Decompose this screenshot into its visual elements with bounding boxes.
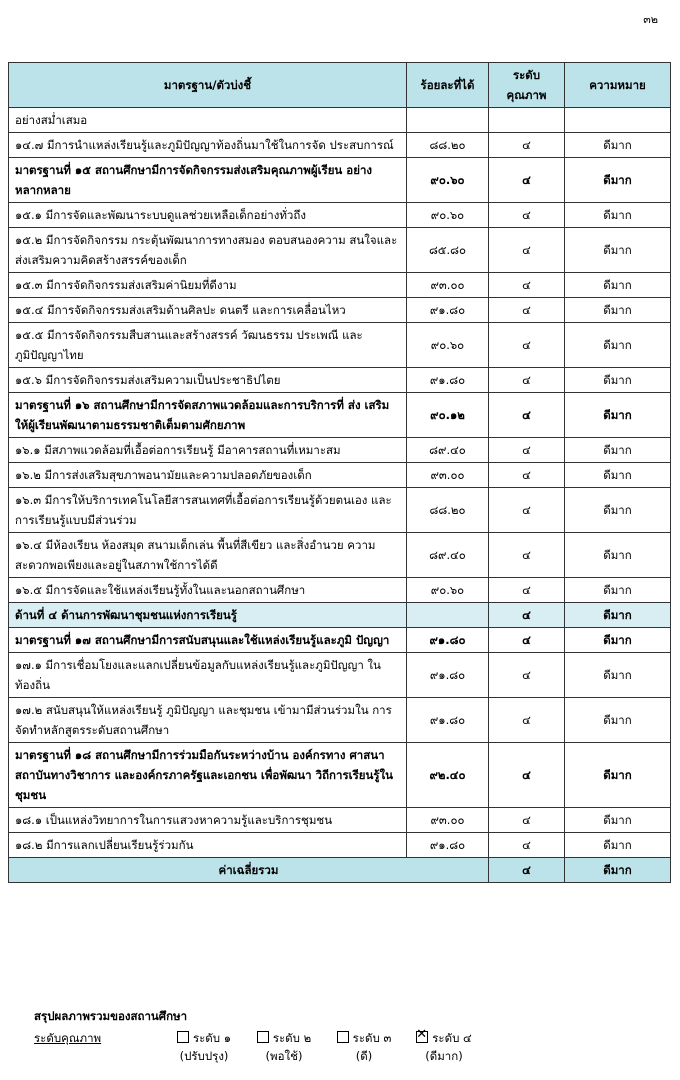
indicator-row bbox=[9, 438, 671, 463]
standards-table bbox=[8, 62, 671, 883]
row-meaning bbox=[565, 108, 671, 133]
row-level: ๔ bbox=[489, 743, 565, 808]
row-level: ๔ bbox=[489, 463, 565, 488]
row-percent bbox=[407, 108, 489, 133]
row-percent: ๙๑.๘๐ bbox=[407, 628, 489, 653]
row-meaning: ดีมาก bbox=[565, 323, 671, 368]
indicator-row bbox=[9, 323, 671, 368]
row-indicator-text: ๑๕.๒ มีการจัดกิจกรรม กระตุ้นพัฒนาการทางสมอง ตอบสนองความ สนใจและส่งเสริมความคิดสร้างสรรค์ของเด็ก bbox=[9, 228, 407, 273]
checkbox-icon bbox=[337, 1031, 349, 1043]
quality-level-option bbox=[404, 1030, 484, 1066]
checkbox-icon bbox=[257, 1031, 269, 1043]
row-level: ๔ bbox=[489, 698, 565, 743]
level-description: (ดี) bbox=[355, 1049, 373, 1063]
average-level: ๔ bbox=[489, 858, 565, 883]
row-percent: ๙๐.๖๐ bbox=[407, 578, 489, 603]
row-level: ๔ bbox=[489, 578, 565, 603]
indicator-row bbox=[9, 698, 671, 743]
level-description: (พอใช้) bbox=[265, 1049, 303, 1063]
row-meaning: ดีมาก bbox=[565, 833, 671, 858]
quality-level-option bbox=[324, 1030, 404, 1066]
row-indicator-text: ๑๖.๑ มีสภาพแวดล้อมที่เอื้อต่อการเรียนรู้ มีอาคารสถานที่เหมาะสม bbox=[9, 438, 407, 463]
row-meaning: ดีมาก bbox=[565, 393, 671, 438]
row-percent: ๙๒.๔๐ bbox=[407, 743, 489, 808]
row-meaning: ดีมาก bbox=[565, 133, 671, 158]
row-level: ๔ bbox=[489, 808, 565, 833]
standard-row bbox=[9, 743, 671, 808]
level-label: ระดับ ๓ bbox=[352, 1031, 392, 1045]
row-percent: ๘๘.๒๐ bbox=[407, 488, 489, 533]
average-label: ค่าเฉลี่ยรวม bbox=[9, 858, 489, 883]
row-indicator-text: ๑๖.๒ มีการส่งเสริมสุขภาพอนามัยและความปลอดภัยของเด็ก bbox=[9, 463, 407, 488]
row-indicator-text: ๑๗.๑ มีการเชื่อมโยงและแลกเปลี่ยนข้อมูลกับแหล่งเรียนรู้และภูมิปัญญา ในท้องถิ่น bbox=[9, 653, 407, 698]
row-meaning: ดีมาก bbox=[565, 228, 671, 273]
summary-title: สรุปผลภาพรวมของสถานศึกษา bbox=[34, 1009, 188, 1023]
row-level: ๔ bbox=[489, 323, 565, 368]
row-indicator-text: ๑๕.๕ มีการจัดกิจกรรมสืบสานและสร้างสรรค์ วัฒนธรรม ประเพณี และ ภูมิปัญญาไทย bbox=[9, 323, 407, 368]
row-percent: ๙๑.๘๐ bbox=[407, 368, 489, 393]
row-percent: ๙๐.๑๒ bbox=[407, 393, 489, 438]
row-meaning: ดีมาก bbox=[565, 808, 671, 833]
row-percent: ๙๑.๘๐ bbox=[407, 653, 489, 698]
indicator-row bbox=[9, 273, 671, 298]
row-percent: ๘๕.๘๐ bbox=[407, 228, 489, 273]
row-percent: ๘๘.๒๐ bbox=[407, 133, 489, 158]
indicator-row bbox=[9, 533, 671, 578]
row-level: ๔ bbox=[489, 298, 565, 323]
checked-box-icon bbox=[416, 1031, 428, 1043]
row-percent: ๙๓.๐๐ bbox=[407, 808, 489, 833]
row-meaning: ดีมาก bbox=[565, 488, 671, 533]
row-level: ๔ bbox=[489, 533, 565, 578]
row-percent: ๙๐.๖๐ bbox=[407, 323, 489, 368]
indicator-row bbox=[9, 228, 671, 273]
row-meaning: ดีมาก bbox=[565, 368, 671, 393]
standard-row bbox=[9, 158, 671, 203]
header-level: ระดับ คุณภาพ bbox=[489, 63, 565, 108]
quality-label: ระดับคุณภาพ bbox=[34, 1031, 102, 1045]
row-indicator-text: ๑๖.๔ มีห้องเรียน ห้องสมุด สนามเด็กเล่น พื้นที่สีเขียว และสิ่งอำนวย ความสะดวกพอเพียงและอยู่ในสภาพใช้การได้ดี bbox=[9, 533, 407, 578]
row-level: ๔ bbox=[489, 833, 565, 858]
header-indicator: มาตรฐาน/ตัวบ่งชี้ bbox=[9, 63, 407, 108]
row-meaning: ดีมาก bbox=[565, 298, 671, 323]
row-indicator-text: มาตรฐานที่ ๑๗ สถานศึกษามีการสนับสนุนและใช้แหล่งเรียนรู้และภูมิ ปัญญา bbox=[9, 628, 407, 653]
average-row bbox=[9, 858, 671, 883]
header-meaning: ความหมาย bbox=[565, 63, 671, 108]
row-level bbox=[489, 108, 565, 133]
row-level: ๔ bbox=[489, 133, 565, 158]
indicator-row bbox=[9, 808, 671, 833]
level-description: (ปรับปรุง) bbox=[179, 1049, 229, 1063]
row-level: ๔ bbox=[489, 273, 565, 298]
row-percent: ๙๑.๘๐ bbox=[407, 833, 489, 858]
average-meaning: ดีมาก bbox=[565, 858, 671, 883]
indicator-row bbox=[9, 203, 671, 228]
row-indicator-text: ๑๗.๒ สนับสนุนให้แหล่งเรียนรู้ ภูมิปัญญา และชุมชน เข้ามามีส่วนร่วมใน การจัดทำหลักสูตรระดับสถานศึกษา bbox=[9, 698, 407, 743]
row-level: ๔ bbox=[489, 438, 565, 463]
section-row bbox=[9, 603, 671, 628]
table-header-row bbox=[9, 63, 671, 108]
indicator-row bbox=[9, 463, 671, 488]
row-meaning: ดีมาก bbox=[565, 628, 671, 653]
level-label: ระดับ ๒ bbox=[272, 1031, 312, 1045]
page-number: ๓๒ bbox=[643, 13, 658, 26]
row-indicator-text: ๑๕.๓ มีการจัดกิจกรรมส่งเสริมค่านิยมที่ดีงาม bbox=[9, 273, 407, 298]
row-percent: ๘๙.๔๐ bbox=[407, 438, 489, 463]
row-percent: ๘๙.๔๐ bbox=[407, 533, 489, 578]
row-meaning: ดีมาก bbox=[565, 603, 671, 628]
indicator-row bbox=[9, 833, 671, 858]
row-meaning: ดีมาก bbox=[565, 273, 671, 298]
row-meaning: ดีมาก bbox=[565, 438, 671, 463]
row-indicator-text: มาตรฐานที่ ๑๕ สถานศึกษามีการจัดกิจกรรมส่งเสริมคุณภาพผู้เรียน อย่างหลากหลาย bbox=[9, 158, 407, 203]
indicator-row bbox=[9, 368, 671, 393]
row-level: ๔ bbox=[489, 628, 565, 653]
row-level: ๔ bbox=[489, 203, 565, 228]
row-meaning: ดีมาก bbox=[565, 698, 671, 743]
row-indicator-text: ๑๔.๗ มีการนำแหล่งเรียนรู้และภูมิปัญญาท้องถิ่นมาใช้ในการจัด ประสบการณ์ bbox=[9, 133, 407, 158]
row-indicator-text: ๑๖.๕ มีการจัดและใช้แหล่งเรียนรู้ทั้งในและนอกสถานศึกษา bbox=[9, 578, 407, 603]
row-meaning: ดีมาก bbox=[565, 158, 671, 203]
row-indicator-text: ๑๖.๓ มีการให้บริการเทคโนโลยีสารสนเทศที่เอื้อต่อการเรียนรู้ด้วยตนเอง และ การเรียนรู้แบบมีส่วนร่วม bbox=[9, 488, 407, 533]
level-label: ระดับ ๑ bbox=[192, 1031, 232, 1045]
indicator-row bbox=[9, 653, 671, 698]
row-indicator-text: อย่างสม่ำเสมอ bbox=[9, 108, 407, 133]
row-percent: ๙๐.๖๐ bbox=[407, 203, 489, 228]
row-indicator-text: ๑๕.๔ มีการจัดกิจกรรมส่งเสริมด้านศิลปะ ดนตรี และการเคลื่อนไหว bbox=[9, 298, 407, 323]
row-meaning: ดีมาก bbox=[565, 463, 671, 488]
row-percent: ๙๓.๐๐ bbox=[407, 463, 489, 488]
row-level: ๔ bbox=[489, 393, 565, 438]
standard-row bbox=[9, 628, 671, 653]
row-percent: ๙๑.๘๐ bbox=[407, 298, 489, 323]
row-indicator-text: ๑๘.๑ เป็นแหล่งวิทยาการในการแสวงหาความรู้และบริการชุมชน bbox=[9, 808, 407, 833]
row-indicator-text: ๑๕.๑ มีการจัดและพัฒนาระบบดูแลช่วยเหลือเด็กอย่างทั่วถึง bbox=[9, 203, 407, 228]
row-level: ๔ bbox=[489, 368, 565, 393]
row-level: ๔ bbox=[489, 158, 565, 203]
indicator-row bbox=[9, 488, 671, 533]
row-percent bbox=[407, 603, 489, 628]
row-meaning: ดีมาก bbox=[565, 203, 671, 228]
overall-summary bbox=[34, 1008, 484, 1066]
row-meaning: ดีมาก bbox=[565, 653, 671, 698]
quality-level-option bbox=[164, 1030, 244, 1066]
row-indicator-text: ด้านที่ ๔ ด้านการพัฒนาชุมชนแห่งการเรียนรู้ bbox=[9, 603, 407, 628]
row-level: ๔ bbox=[489, 653, 565, 698]
row-indicator-text: ๑๕.๖ มีการจัดกิจกรรมส่งเสริมความเป็นประชาธิปไตย bbox=[9, 368, 407, 393]
row-meaning: ดีมาก bbox=[565, 578, 671, 603]
level-description: (ดีมาก) bbox=[425, 1049, 463, 1063]
standard-row bbox=[9, 393, 671, 438]
quality-level-option bbox=[244, 1030, 324, 1066]
checkbox-icon bbox=[177, 1031, 189, 1043]
row-percent: ๙๓.๐๐ bbox=[407, 273, 489, 298]
header-percent: ร้อยละที่ได้ bbox=[407, 63, 489, 108]
row-percent: ๙๐.๖๐ bbox=[407, 158, 489, 203]
level-label: ระดับ ๔ bbox=[432, 1031, 472, 1045]
row-level: ๔ bbox=[489, 228, 565, 273]
row-meaning: ดีมาก bbox=[565, 743, 671, 808]
row-meaning: ดีมาก bbox=[565, 533, 671, 578]
indicator-row bbox=[9, 108, 671, 133]
row-percent: ๙๑.๘๐ bbox=[407, 698, 489, 743]
row-indicator-text: ๑๘.๒ มีการแลกเปลี่ยนเรียนรู้ร่วมกัน bbox=[9, 833, 407, 858]
indicator-row bbox=[9, 578, 671, 603]
indicator-row bbox=[9, 298, 671, 323]
row-level: ๔ bbox=[489, 488, 565, 533]
row-indicator-text: มาตรฐานที่ ๑๖ สถานศึกษามีการจัดสภาพแวดล้อมและการบริการที่ ส่ง เสริมให้ผู้เรียนพัฒนาตามธรรมชาติเต็มตามศักยภาพ bbox=[9, 393, 407, 438]
indicator-row bbox=[9, 133, 671, 158]
quality-levels bbox=[34, 1030, 484, 1066]
row-level: ๔ bbox=[489, 603, 565, 628]
row-indicator-text: มาตรฐานที่ ๑๘ สถานศึกษามีการร่วมมือกันระหว่างบ้าน องค์กรทาง ศาสนา สถาบันทางวิชาการ และองค์กรภาครัฐและเอกชน เพื่อพัฒนา วิถีการเรียนรู้ในชุมชน bbox=[9, 743, 407, 808]
